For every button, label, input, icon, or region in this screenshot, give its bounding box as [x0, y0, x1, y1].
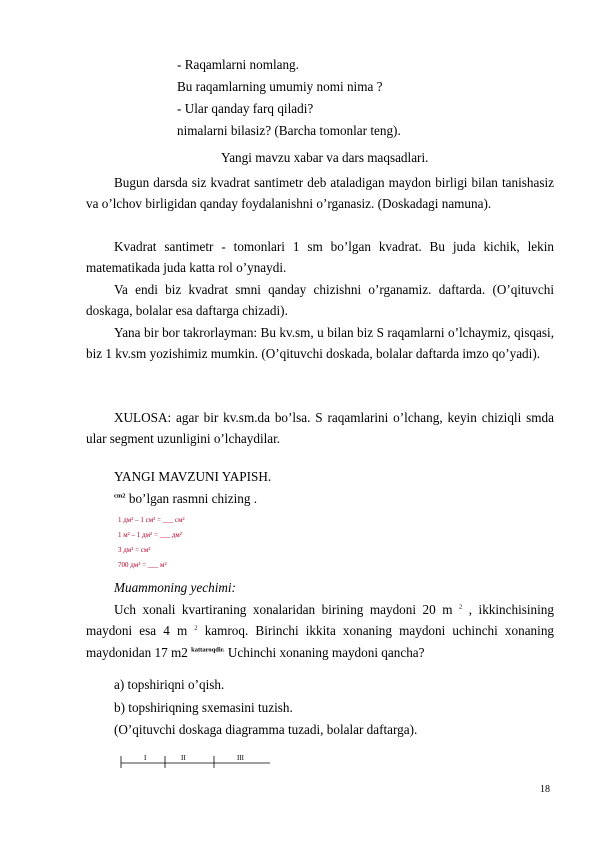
exercise-line-3: 3 дм² = см² — [118, 546, 151, 554]
intro-line-2: Bu raqamlarning umumiy nomi nima ? — [177, 79, 383, 94]
step-b: b) topshiriqning sxemasini tuzish. — [114, 700, 293, 715]
section-heading: Yangi mavzu xabar va dars maqsadlari. — [221, 150, 429, 165]
segment-diagram-svg — [118, 754, 278, 770]
paragraph-3: Va endi biz kvadrat smni qanday chizishni o’rganamiz. daftarda. (O’qituvchi doskaga, bolalar esa daftarga chizadi). — [86, 282, 554, 319]
problem-text: Uch xonali kvartiraning xonalaridan birining maydoni 20 m $^2$ , ikkinchisining maydoni esa 4 m $^2$ kamroq. Birinchi ikkita xonaning maydoni uchinchi xonaning maydonidan 17 m2 $^{kattaroqdir.}$ Uchinchi xonaning maydoni qancha? — [86, 602, 555, 660]
draw-task-text: bo’lgan rasmni chizing . — [125, 491, 258, 506]
page-number: 18 — [540, 784, 550, 795]
paragraph-2: Kvadrat santimetr - tomonlari 1 sm bo’lgan kvadrat. Bu juda kichik, lekin matematikada juda katta rol o’ynaydi. — [86, 239, 554, 276]
paragraph-5: XULOSA: agar bir kv.sm.da bo’lsa. S raqamlarini o’lchang, keyin chiziqli smda ular segment uzunligini o’lchaydilar. — [86, 410, 554, 447]
paragraph-1: Bugun darsda siz kvadrat santimetr deb ataladigan maydon birligi bilan tanishasiz va o’lchov birligidan qanday foydalanishni o’rganasiz. (Doskadagi namuna). — [86, 175, 554, 212]
step-a: a) topshiriqni o’qish. — [114, 677, 225, 692]
intro-line-1: - Raqamlarni nomlang. — [177, 57, 299, 72]
unit-label: cm2 — [114, 492, 126, 500]
segment-label-2: II — [181, 754, 186, 762]
draw-task — [114, 491, 257, 507]
exercise-line-1: 1 дм² – 1 см² = ___ см² — [118, 516, 185, 524]
segment-label-3: III — [237, 754, 244, 762]
new-topic-heading: YANGI MAVZUNI YAPISH. — [114, 469, 272, 484]
segment-label-1: I — [144, 754, 147, 762]
step-c: (O’qituvchi doskaga diagramma tuzadi, bolalar daftarga). — [114, 722, 418, 737]
exercise-line-4: 700 дм² = ___ м² — [118, 561, 167, 569]
intro-line-3: - Ular qanday farq qiladi? — [177, 101, 314, 116]
segment-diagram — [118, 754, 278, 775]
paragraph-4: Yana bir bor takrorlayman: Bu kv.sm, u bilan biz S raqamlarni o’lchaymiz, qisqasi, biz 1 kv.sm yozishimiz mumkin. (O’qituvchi doskada, bolalar daftarda imzo qo’yadi). — [86, 325, 554, 362]
exercise-line-2: 1 м² – 1 дм² = ___ дм² — [118, 531, 182, 539]
solution-title: Muammoning yechimi: — [114, 580, 236, 595]
intro-line-4: nimalarni bilasiz? (Barcha tomonlar teng). — [177, 123, 401, 138]
